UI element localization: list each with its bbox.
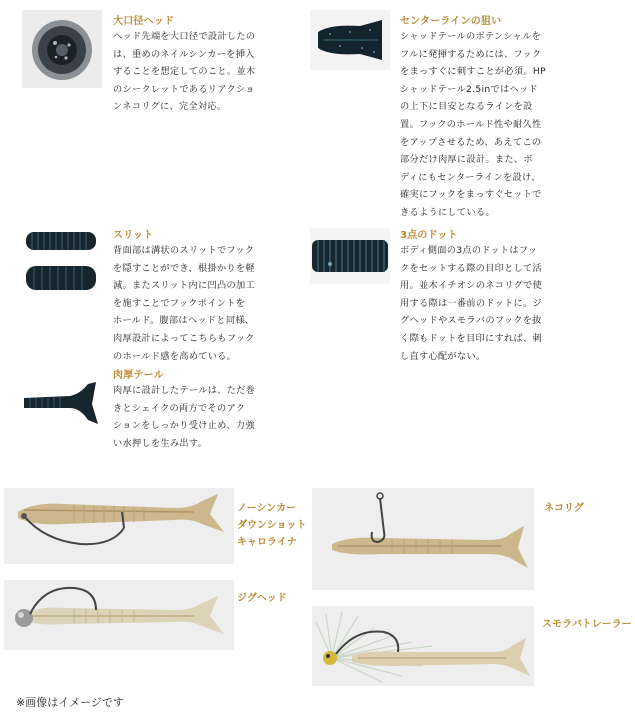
feature-description [113, 242, 255, 365]
text-line: することを想定してのこと。並木 [113, 66, 256, 78]
large-head-photo [22, 10, 102, 88]
text-line: ヘッド先端を大口径で設計したの [113, 31, 256, 42]
text-line: 用する際は一番前のドットに。ジ [400, 297, 542, 309]
rig-label-smallrubber: スモラバトレーラー [542, 619, 632, 630]
text-line: をまっすぐに刺すことが必須。HP [400, 66, 546, 78]
image-disclaimer: ※画像はイメージです [16, 696, 124, 709]
slit-photo [22, 224, 100, 296]
text-line: ションをしっかり受け止め、力強 [113, 420, 255, 432]
text-line: ホールド。腹部はヘッドと同様、 [113, 315, 255, 327]
text-line: きとシェイクの両方でそのアク [113, 402, 246, 414]
text-line: グヘッドやスモラバのフックを抜 [400, 315, 542, 327]
feature-description [113, 28, 255, 116]
feature-description [400, 28, 546, 222]
feature-title: 肉厚テール [113, 370, 164, 381]
rig-label-neko: ネコリグ [544, 503, 584, 514]
jighead-rig-photo [4, 580, 234, 650]
smallrubber-rig-photo [312, 606, 534, 686]
rig-label-nosinker [237, 500, 307, 551]
neko-rig-photo [312, 488, 534, 590]
text-line: し直す心配がない。 [400, 350, 486, 362]
text-line: クをセットする際の目印として活 [400, 262, 543, 274]
text-line: をアップさせるため、あえてこの [400, 136, 542, 148]
feature-title: センターラインの狙い [400, 16, 502, 27]
text-line: シャッドテール2.5inではヘッド [400, 83, 538, 95]
feature-title: 3点のドット [400, 230, 458, 241]
text-line: 確実にフックをまっすぐセットで [400, 189, 542, 201]
text-line: フルに発揮するためには、フック [400, 48, 542, 60]
text-line: ダウンショット [237, 520, 307, 531]
text-line: ンネコリグに、完全対応。 [113, 101, 227, 113]
text-line: 肉厚に設計したテールは、ただ巻 [113, 385, 256, 396]
thick-tail-photo [22, 378, 100, 430]
text-line: ボディ側面の3点のドットはフッ [400, 245, 538, 256]
text-line: 用。並木イチオシのネコリグで使 [400, 280, 542, 292]
text-line: を施すことでフックポイントを [113, 297, 246, 309]
text-line: く際もドットを目印にすれば、刺 [400, 332, 542, 344]
text-line: キャロライナ [237, 537, 297, 548]
text-line: 肉厚設計によってこちらもフック [113, 332, 255, 344]
text-line: い水押しを生み出す。 [113, 437, 208, 449]
text-line: ディにもセンターラインを設け、 [400, 171, 541, 183]
text-line: 背面部は溝状のスリットでフック [113, 245, 255, 256]
text-line: は、重めのネイルシンカーを挿入 [113, 48, 255, 60]
text-line: のシークレットであるリアクショ [113, 83, 255, 95]
text-line: シャッドテールのポテンシャルを [400, 31, 542, 42]
nosinker-rig-photo [4, 488, 234, 564]
text-line: のホールド感を高めている。 [113, 350, 237, 362]
text-line: 置。フックのホールド性や耐久性 [400, 118, 542, 130]
text-line: 部分だけ肉厚に設計。また、ボ [400, 154, 533, 166]
text-line: の上下に目安となるラインを設 [400, 101, 533, 113]
text-line: きるようにしている。 [400, 206, 495, 218]
text-line: を隠すことができ、根掛かりを軽 [113, 262, 255, 274]
text-line: 減。またスリット内に凹凸の加工 [113, 280, 255, 292]
feature-description [400, 242, 542, 365]
feature-title: スリット [113, 230, 154, 241]
center-line-photo [310, 10, 390, 70]
rig-label-jighead: ジグヘッド [237, 593, 287, 604]
three-dots-photo [310, 228, 390, 284]
text-line: ノーシンカー [237, 503, 297, 514]
feature-title: 大口径ヘッド [113, 16, 175, 27]
feature-description [113, 382, 255, 452]
